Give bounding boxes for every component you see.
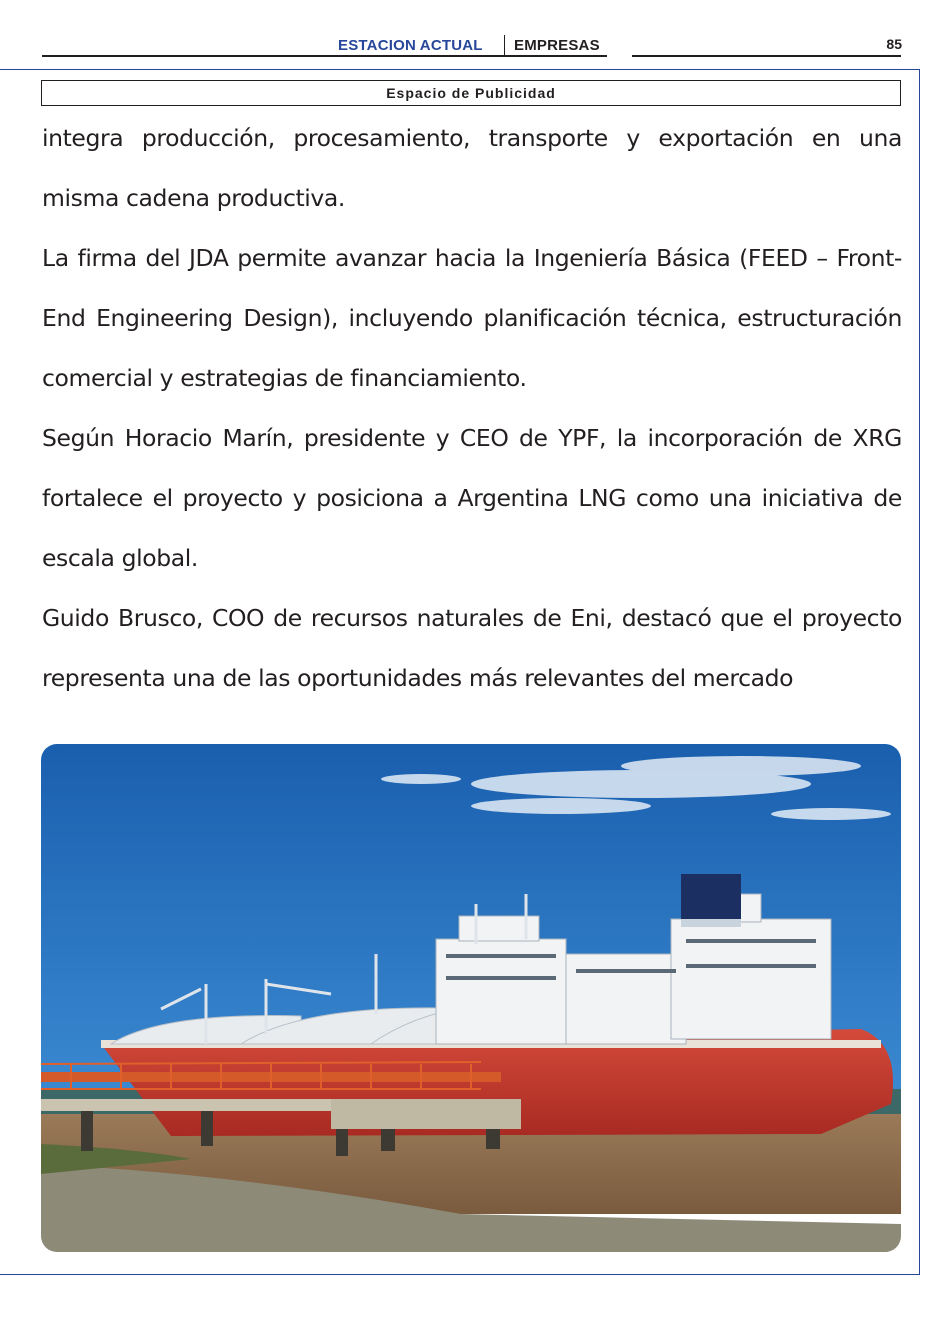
header-rule-left xyxy=(42,55,607,57)
header-subsection-label: EMPRESAS xyxy=(514,37,600,54)
page-number: 85 xyxy=(886,36,902,52)
article-paragraph: Según Horacio Marín, presidente y CEO de YPF, la incorporación de XRG fortalece el proyecto y posiciona a Argentina LNG como una iniciativa de escala global. xyxy=(42,424,902,572)
article-paragraph: La firma del JDA permite avanzar hacia la Ingeniería Básica (FEED – Front-End Engineering Design), incluyendo planificación técnica, estructuración comercial y estrategias de financiamiento. xyxy=(42,244,902,392)
header-section-label: ESTACION ACTUAL xyxy=(338,37,483,54)
ship-photo xyxy=(41,744,901,1252)
header-separator xyxy=(504,35,505,55)
ad-banner: Espacio de Publicidad xyxy=(41,80,901,106)
article-paragraph: integra producción, procesamiento, transporte y exportación en una misma cadena productiva. xyxy=(42,124,902,212)
funnel xyxy=(681,874,741,924)
article-paragraph: Guido Brusco, COO de recursos naturales de Eni, destacó que el proyecto representa una de las oportunidades más relevantes del mercado xyxy=(42,604,902,692)
header-rule-right xyxy=(632,55,901,57)
ship-illustration xyxy=(41,744,901,1252)
article-body xyxy=(42,108,902,708)
